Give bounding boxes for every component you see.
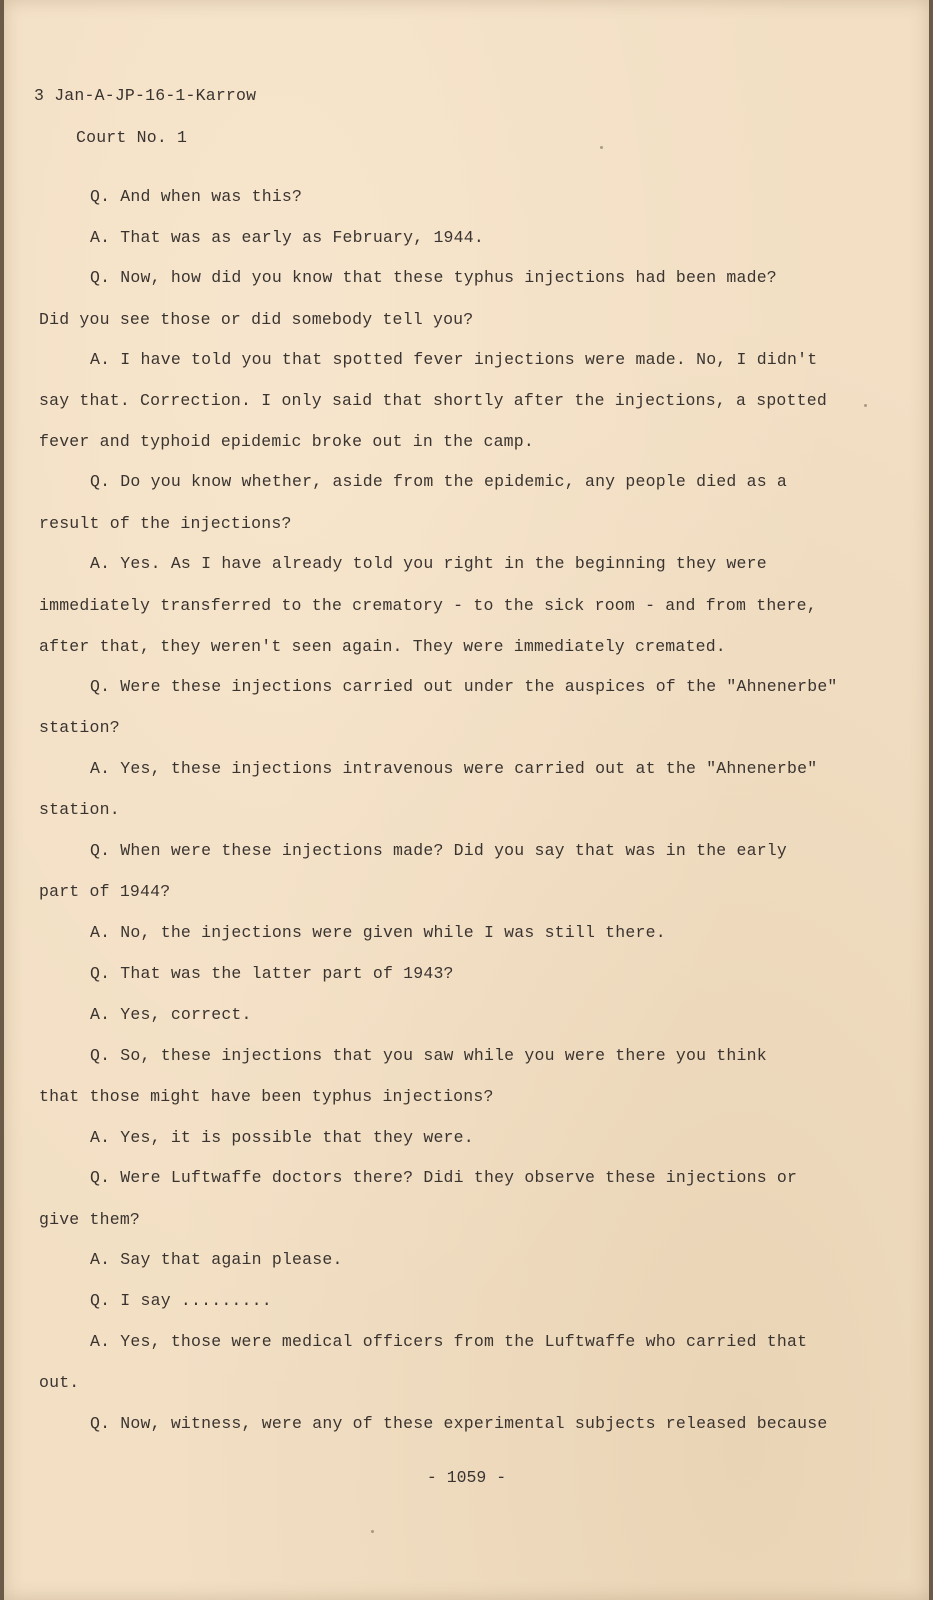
- transcript-line: immediately transferred to the crematory - to the sick room - and from there,: [39, 596, 817, 615]
- transcript-line: A. Yes. As I have already told you right in the beginning they were: [90, 554, 767, 573]
- transcript-line: Did you see those or did somebody tell you?: [39, 310, 474, 329]
- transcript-line: Q. Now, how did you know that these typhus injections had been made?: [90, 268, 777, 287]
- transcript-line: Q. Do you know whether, aside from the epidemic, any people died as a: [90, 472, 788, 491]
- page-number: - 1059 -: [426, 1468, 507, 1487]
- paper-speck: [600, 146, 603, 149]
- transcript-line: out.: [39, 1373, 80, 1392]
- transcript-line: result of the injections?: [39, 514, 292, 533]
- transcript-line: part of 1944?: [39, 882, 171, 901]
- transcript-line: fever and typhoid epidemic broke out in the camp.: [39, 432, 534, 451]
- document-reference: 3 Jan-A-JP-16-1-Karrow: [34, 86, 257, 105]
- transcript-line: Q. So, these injections that you saw while you were there you think: [90, 1046, 767, 1065]
- transcript-line: that those might have been typhus injections?: [39, 1087, 494, 1106]
- transcript-line: A. No, the injections were given while I was still there.: [90, 923, 666, 942]
- paper-speck: [371, 1530, 374, 1533]
- transcript-line: Q. Were Luftwaffe doctors there? Didi they observe these injections or: [90, 1168, 798, 1187]
- transcript-line: A. That was as early as February, 1944.: [90, 228, 484, 247]
- transcript-line: A. I have told you that spotted fever injections were made. No, I didn't: [90, 350, 818, 369]
- transcript-line: A. Say that again please.: [90, 1250, 343, 1269]
- transcript-line: Q. Were these injections carried out under the auspices of the "Ahnenerbe": [90, 677, 838, 696]
- transcript-line: A. Yes, correct.: [90, 1005, 252, 1024]
- transcript-line: A. Yes, it is possible that they were.: [90, 1128, 474, 1147]
- transcript-line: station?: [39, 718, 120, 737]
- transcript-line: Q. That was the latter part of 1943?: [90, 964, 454, 983]
- transcript-line: A. Yes, these injections intravenous were carried out at the "Ahnenerbe": [90, 759, 818, 778]
- transcript-line: give them?: [39, 1210, 141, 1229]
- transcript-line: Q. And when was this?: [90, 187, 303, 206]
- transcript-line: Q. When were these injections made? Did you say that was in the early: [90, 841, 788, 860]
- transcript-line: Q. Now, witness, were any of these experimental subjects released because: [90, 1414, 828, 1433]
- court-number: Court No. 1: [76, 128, 188, 147]
- transcript-line: station.: [39, 800, 120, 819]
- transcript-line: Q. I say .........: [90, 1291, 272, 1310]
- transcript-line: say that. Correction. I only said that shortly after the injections, a spotted: [39, 391, 827, 410]
- document-page: [4, 0, 929, 1600]
- transcript-line: A. Yes, those were medical officers from the Luftwaffe who carried that: [90, 1332, 808, 1351]
- transcript-line: after that, they weren't seen again. They were immediately cremated.: [39, 637, 726, 656]
- paper-speck: [864, 404, 867, 407]
